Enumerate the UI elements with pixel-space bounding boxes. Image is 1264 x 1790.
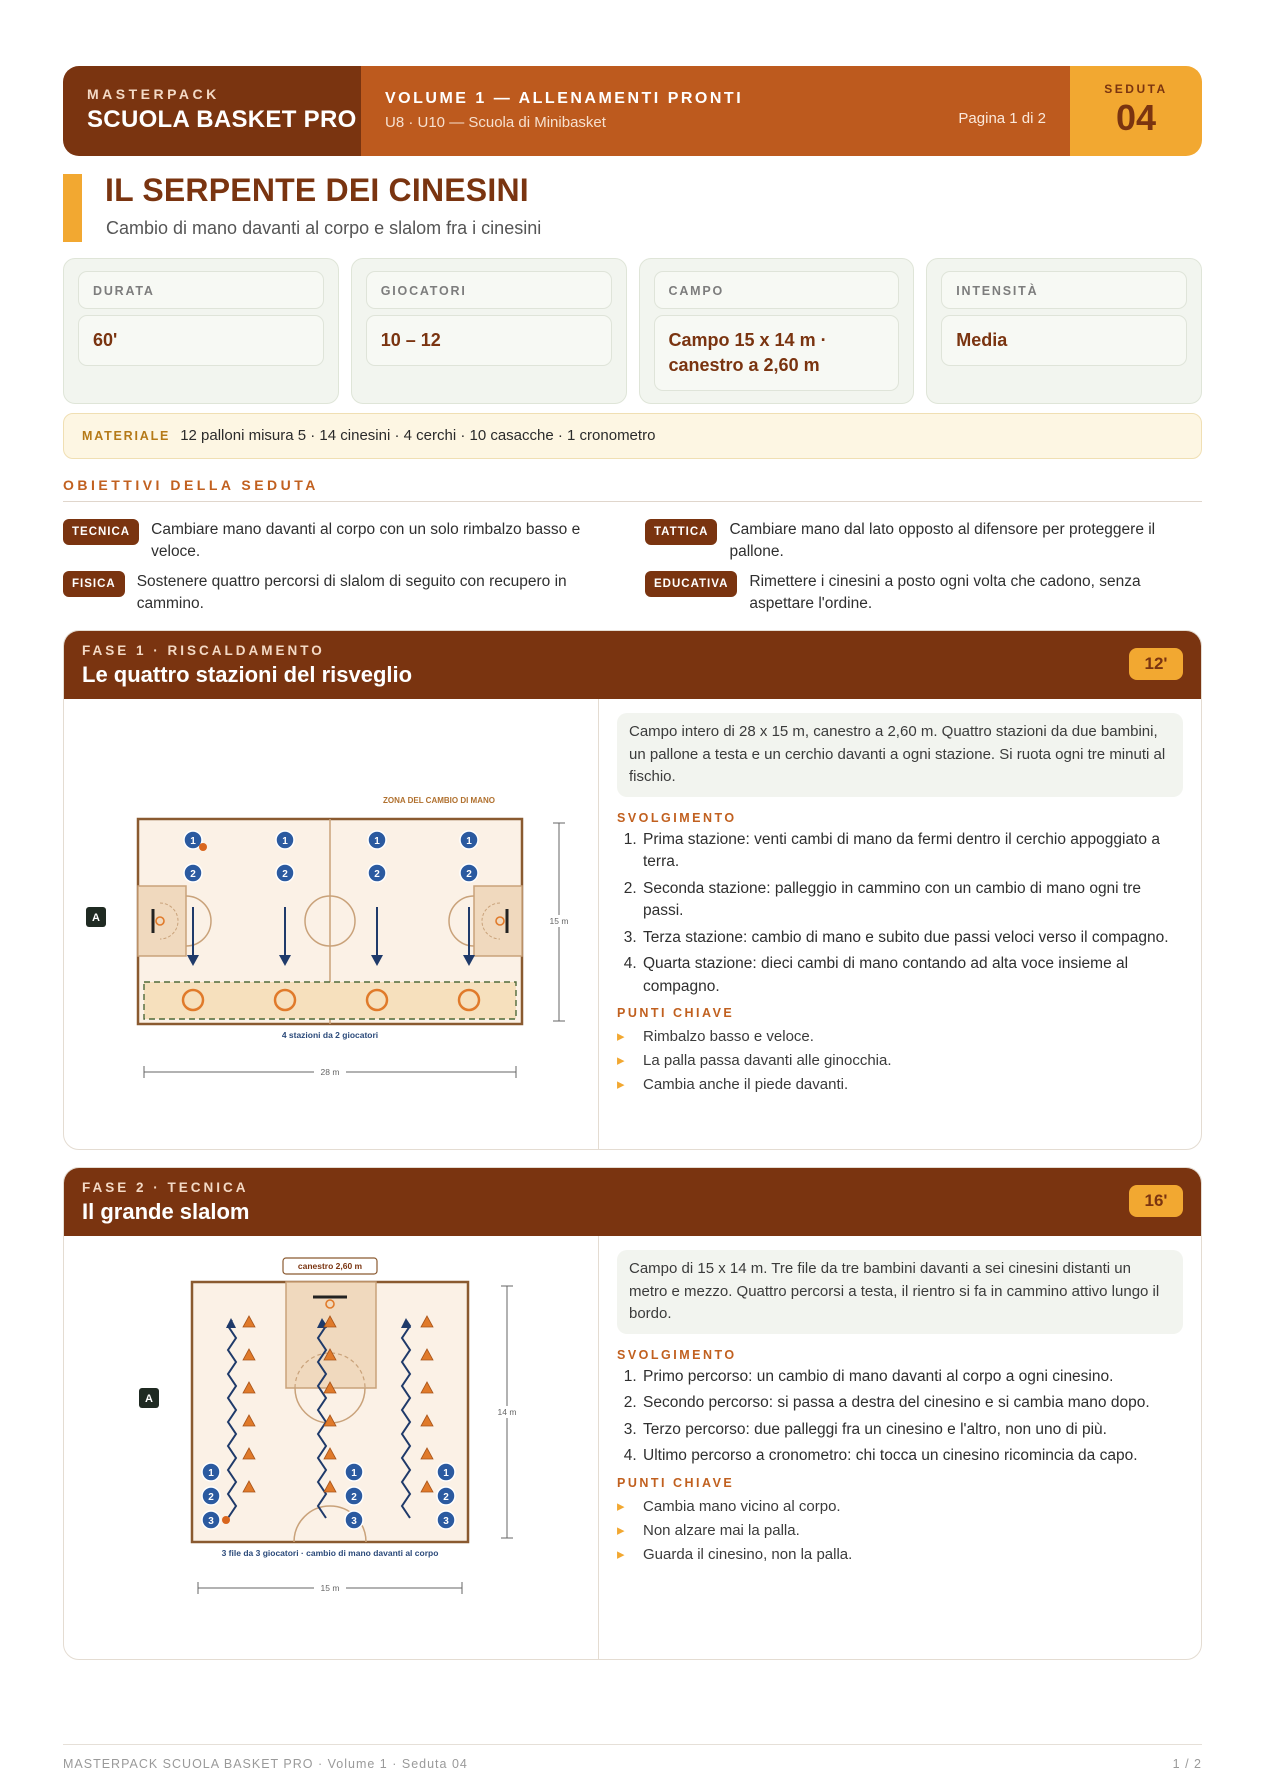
keys-heading: PUNTI CHIAVE [617,1475,735,1490]
key-item: ▸ Non alzare mai la palla. [617,1520,1183,1541]
materiale-label: MATERIALE [82,429,171,443]
svg-text:15 m: 15 m [549,916,569,926]
page-indicator: Pagina 1 di 2 [958,110,1046,127]
objective-item [645,519,1202,563]
svg-text:3: 3 [443,1516,449,1527]
svg-text:1: 1 [466,836,472,847]
step-item: 2. Seconda stazione: palleggio in cammino con un cambio di mano ogni tre passi. [641,878,1183,923]
svg-text:28 m: 28 m [320,1067,340,1077]
objective-item [63,571,613,615]
steps-list [617,1366,1183,1468]
svg-text:2: 2 [351,1492,357,1503]
diagram-caption: 4 stazioni da 2 giocatori [281,1030,379,1040]
card-durata [63,258,339,404]
height-dimension [546,823,574,1021]
phase-header [64,631,1201,699]
keys-heading: PUNTI CHIAVE [617,1006,735,1020]
objective-text: Sostenere quattro percorsi di slalom di seguito con recupero in cammino. [136,573,567,612]
info-cards [63,258,1202,404]
objective-tag: TATTICA [645,519,717,545]
brand-block [63,66,361,156]
steps-heading: SVOLGIMENTO [617,1347,737,1362]
svg-text:1: 1 [374,836,380,847]
page-subtitle: Cambio di mano davanti al corpo e slalom fra i cinesini [106,218,542,238]
objective-item [63,519,613,563]
objective-tag: EDUCATIVA [645,571,737,597]
left-key [138,886,186,956]
page-footer [63,1744,1202,1771]
session-label: SEDUTA [1104,82,1168,96]
phase-time-badge: 16' [1129,1185,1183,1217]
svg-text:1: 1 [190,836,196,847]
phase-name: Le quattro stazioni del risveglio [82,662,413,687]
footer-left: MASTERPACK SCUOLA BASKET PRO · Volume 1 · Seduta 04 [63,1757,468,1771]
svg-text:1: 1 [351,1468,357,1479]
steps-list [617,829,1183,999]
svg-text:1: 1 [282,836,288,847]
volume-block [361,66,1070,156]
key-item: ▸ Rimbalzo basso e veloce. [617,1026,1183,1047]
svg-text:3: 3 [351,1516,357,1527]
step-item: 3. Terzo percorso: due palleggi fra un cinesino e l'altro, non uno di più. [641,1419,1183,1442]
svg-text:3: 3 [208,1516,214,1527]
right-key [474,886,522,956]
card-label: CAMPO [654,271,900,309]
diagram-caption: 3 file da 3 giocatori · cambio di mano davanti al corpo [221,1548,439,1558]
keys-list [617,1496,1183,1565]
card-label: INTENSITÀ [941,271,1187,309]
phase-2-court-diagram [64,1236,599,1660]
step-item: 4. Ultimo percorso a cronometro: chi tocca un cinesino ricomincia da capo. [641,1445,1183,1468]
svg-text:A: A [92,912,100,924]
svg-text:1: 1 [208,1468,214,1479]
phase-1-court-diagram [64,699,599,1149]
session-block [1070,66,1202,156]
brand-name: SCUOLA BASKET PRO [87,106,357,133]
footer-page-number: 1 / 2 [1172,1757,1202,1771]
title-accent-bar [63,174,82,242]
card-label: DURATA [78,271,324,309]
card-value: 10 – 12 [366,315,612,366]
step-item: 4. Quarta stazione: dieci cambi di mano contando ad alta voce insieme al compagno. [641,953,1183,998]
phase-kicker: FASE 2 · TECNICA [82,1180,249,1195]
phase-1-diagram-panel [64,699,599,1149]
card-label: GIOCATORI [366,271,612,309]
objective-item [645,571,1202,615]
phase-1-text-panel [599,699,1201,1149]
objective-text: Rimettere i cinesini a posto ogni volta che cadono, senza aspettare l'ordine. [749,573,1141,612]
brand-kicker: MASTERPACK [87,86,220,102]
card-campo [639,258,915,404]
card-value: Campo 15 x 14 m · canestro a 2,60 m [654,315,900,391]
phase-2-diagram-panel [64,1236,599,1660]
height-dimension [494,1286,522,1538]
step-item: 1. Primo percorso: un cambio di mano davanti al corpo a ogni cinesino. [641,1366,1183,1389]
diagram-marker [139,1388,159,1408]
width-dimension [198,1582,462,1594]
svg-text:15 m: 15 m [320,1583,340,1593]
objectives-heading: OBIETTIVI DELLA SEDUTA [63,477,1202,502]
objective-tag: FISICA [63,571,125,597]
svg-text:2: 2 [282,869,288,880]
key-item: ▸ La palla passa davanti alle ginocchia. [617,1050,1183,1071]
key-item: ▸ Guarda il cinesino, non la palla. [617,1544,1183,1565]
svg-text:2: 2 [190,869,196,880]
basket-label: canestro 2,60 m [297,1261,363,1271]
phase-1 [63,630,1202,1150]
volume-title: VOLUME 1 — ALLENAMENTI PRONTI [385,90,744,107]
materiale-text: 12 palloni misura 5 · 14 cinesini · 4 cerchi · 10 casacche · 1 cronometro [180,427,656,444]
svg-text:2: 2 [466,869,472,880]
card-value: 60' [78,315,324,366]
objective-text: Cambiare mano davanti al corpo con un solo rimbalzo basso e veloce. [151,521,581,560]
svg-text:2: 2 [443,1492,449,1503]
session-number: 04 [1115,97,1157,138]
objective-text: Cambiare mano dal lato opposto al difensore per proteggere il pallone. [729,521,1156,560]
phase-time-badge: 12' [1129,648,1183,680]
width-dimension [144,1066,516,1078]
step-item: 1. Prima stazione: venti cambi di mano da fermi dentro il cerchio appoggiato a terra. [641,829,1183,874]
phase-name: Il grande slalom [82,1199,250,1224]
volume-subtitle: U8 · U10 — Scuola di Minibasket [385,114,606,131]
page-title: IL SERPENTE DEI CINESINI [105,172,529,208]
keys-list [617,1026,1183,1095]
card-value: Media [941,315,1187,366]
svg-text:2: 2 [208,1492,214,1503]
phase-2-text-panel [599,1236,1201,1660]
step-item: 2. Secondo percorso: si passa a destra del cinesino e si cambia mano dopo. [641,1392,1183,1415]
objective-tag: TECNICA [63,519,139,545]
svg-text:2: 2 [374,869,380,880]
steps-heading: SVOLGIMENTO [617,810,737,825]
svg-text:14 m: 14 m [497,1407,517,1417]
card-intensita [926,258,1202,404]
diagram-marker [86,907,106,927]
key-item: ▸ Cambia mano vicino al corpo. [617,1496,1183,1517]
phase-header [64,1168,1201,1236]
zone-label: ZONA DEL CAMBIO DI MANO [383,796,495,805]
materiale-bar [63,413,1202,459]
svg-text:1: 1 [443,1468,449,1479]
phase-kicker: FASE 1 · RISCALDAMENTO [82,643,325,658]
step-item: 3. Terza stazione: cambio di mano e subito due passi veloci verso il compagno. [641,927,1183,950]
phase-intro: Campo di 15 x 14 m. Tre file da tre bambini davanti a sei cinesini distanti un metro e mezzo. Quattro percorsi a testa, il rientro si fa in cammino attivo lungo il bordo. [617,1250,1183,1334]
header-band [63,66,1202,156]
phase-intro: Campo intero di 28 x 15 m, canestro a 2,60 m. Quattro stazioni da due bambini, un pallone a testa e un cerchio davanti a ogni stazione. Si ruota ogni tre minuti al fischio. [617,713,1183,797]
card-giocatori [351,258,627,404]
phase-2 [63,1167,1202,1660]
key-item: ▸ Cambia anche il piede davanti. [617,1074,1183,1095]
svg-text:A: A [145,1393,153,1405]
